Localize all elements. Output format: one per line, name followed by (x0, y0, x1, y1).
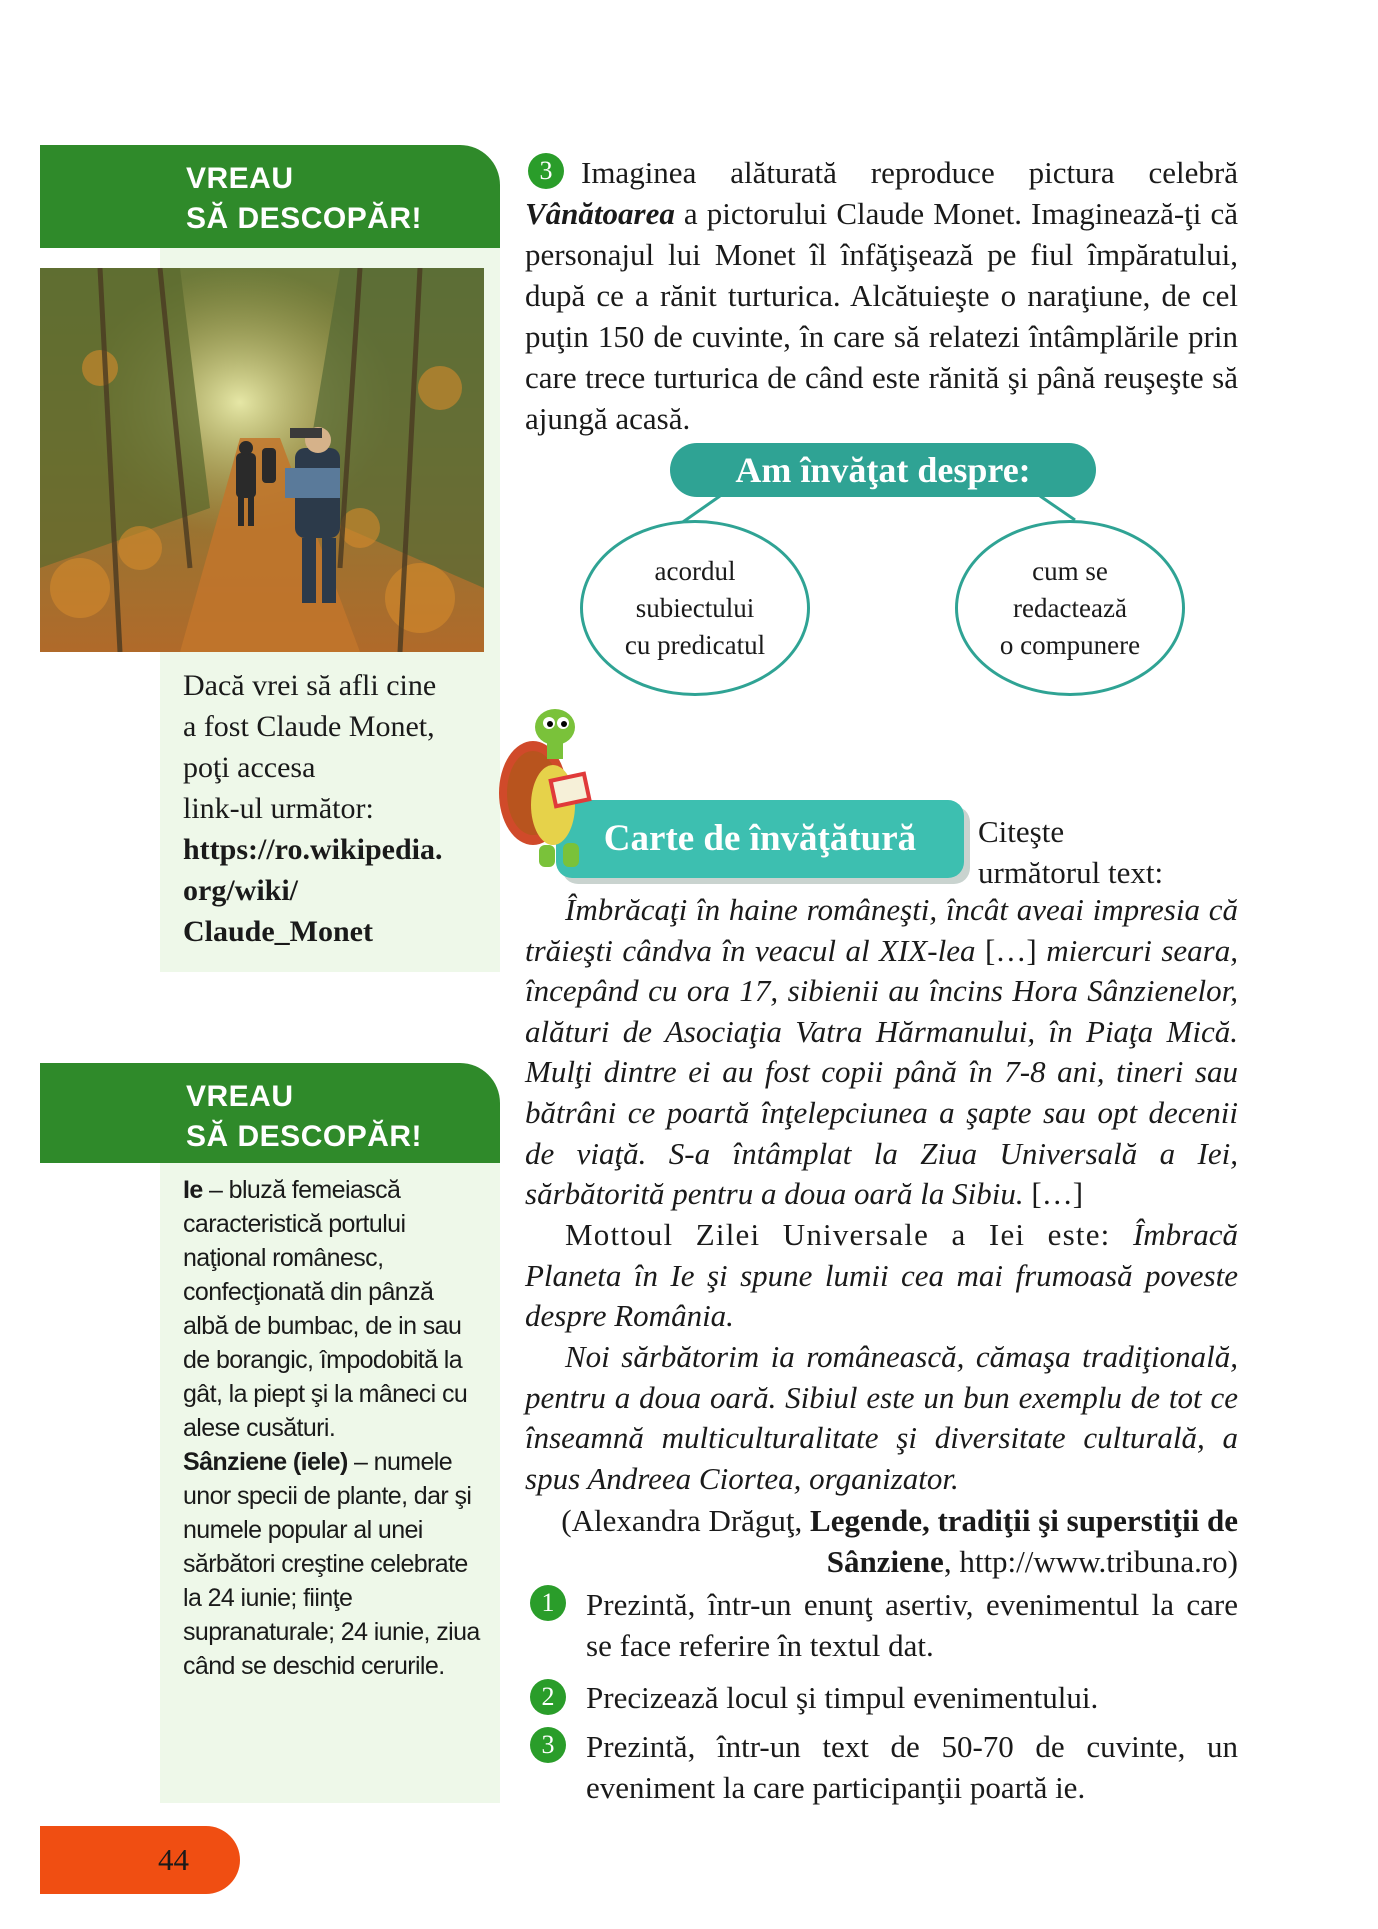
monet-painting-image (40, 268, 484, 652)
quote-p3: Noi sărbătorim ia românească, cămaşa tradiţională, pentru a doua oară. Sibiul este un bun exemplu de tot ce înseamnă multiculturalitate şi diversitate culturală, a spus Andreea Ciortea, organizator. (525, 1339, 1238, 1496)
quote-p1-b: miercuri seara, începând cu ora 17, sibienii au încins Hora Sânzienelor, alături de Asociaţia Vatra Hărmanului, în Piaţa Mică. Mulţi dintre ei au fost copii până în 7-8 ani, tineri sau bătrâni ce poartă înţelepciunea a şapte sau opt decenii de viaţă. S-a întâmplat la Ziua Universală a Iei, sărbătorită pentru a doua oară la Sibiu. (525, 932, 1238, 1212)
bubble-left-line-2: subiectului (635, 592, 755, 623)
gloss-term-ie: Ie (183, 1176, 203, 1204)
link-line-3[interactable]: Claude_Monet (183, 915, 373, 948)
gloss-term-sanziene: Sânziene (iele) (183, 1448, 348, 1476)
question-1-number: 1 (530, 1585, 566, 1621)
task-3-painting-title: Vânătoarea (525, 196, 675, 231)
bubble-right-line-3: o compunere (999, 629, 1141, 660)
page-number: 44 (40, 1826, 240, 1894)
caption-line-4: link-ul următor: (183, 792, 374, 825)
gloss-def-ie: – bluză femeiască caracteristică portului naţional românesc, confecţionată din pânză albă de bumbac, de in sau de borangic, împodobită la gât, la piept şi la mâneci cu alese cusături. (183, 1176, 468, 1442)
discover-header-line1: VREAU (186, 162, 294, 195)
bubble-agreement (580, 520, 810, 696)
gloss-def-sanziene: – numele unor specii de plante, dar şi numele popular al unei sărbători creştine celebrate la 24 iunie; fiinţe supranaturale; 24 iunie, ziua când se deschid cerurile. (183, 1448, 480, 1680)
read-instruction (978, 811, 1238, 893)
glossary (183, 1173, 483, 1683)
task-3-text (525, 152, 1238, 439)
caption-line-2: a fost Claude Monet, (183, 710, 435, 743)
wikipedia-link[interactable] (183, 829, 483, 952)
question-3-text: Prezintă, într-un text de 50-70 de cuvinte, un eveniment la care participanţii poartă ie. (586, 1729, 1238, 1805)
source-site: , http://www.tribuna.ro) (943, 1544, 1238, 1579)
quote-paragraph-3 (525, 1337, 1238, 1499)
task-3-number: 3 (528, 153, 564, 189)
discover-header-line1: VREAU (186, 1080, 294, 1113)
link-line-1[interactable]: https://ro.wikipedia. (183, 833, 443, 866)
quote-p1-end: […] (1031, 1176, 1084, 1212)
discover-header-top (40, 145, 500, 248)
task-3-text-before: Imaginea alăturată reproduce pictura celebră (581, 155, 1238, 190)
question-3-number: 3 (530, 1727, 566, 1763)
instruction-line-1: Citeşte (978, 814, 1065, 849)
quote-paragraph-1 (525, 890, 1238, 1215)
bubble-composition (955, 520, 1185, 696)
source-title: Legende, tradiţii şi superstiţii de Sânziene (810, 1503, 1238, 1579)
discover-header-bottom (40, 1063, 500, 1163)
bubble-left-line-3: cu predicatul (624, 629, 766, 660)
carte-banner: Carte de învăţătură (556, 800, 964, 878)
quote-paragraph-2 (525, 1215, 1238, 1337)
question-2-text: Precizează locul şi timpul evenimentului. (586, 1680, 1099, 1715)
discover-header-line2: SĂ DESCOPĂR! (186, 202, 423, 235)
question-2-number: 2 (530, 1679, 566, 1715)
bubble-left-line-1: acordul (654, 555, 736, 586)
bubble-right-line-1: cum se (1032, 555, 1108, 586)
quote-p1-a: Îmbrăcaţi în haine româneşti, încât aveai impresia că trăieşti cândva în veacul al XIX-lea (525, 892, 1238, 968)
discover-header-line2: SĂ DESCOPĂR! (186, 1120, 423, 1153)
caption-line-3: poţi accesa (183, 751, 316, 784)
caption-line-1: Dacă vrei să afli cine (183, 669, 437, 702)
turtle-mascot-icon (493, 705, 593, 875)
task-3-text-after: a pictorului Claude Monet. Imaginează-ţi că personajul lui Monet îl înfăţişează pe fiul împăratului, după ce a rănit turturica. Alcătuieşte o naraţiune, de cel puţin 150 de cuvinte, în care să relatezi întâmplările prin care trece turturica de când este rănită şi până reuşeşte să ajungă acasă. (525, 196, 1238, 436)
quote-source (560, 1500, 1238, 1582)
bubble-right-line-2: redactează (1013, 592, 1127, 623)
forest-hunt-painting (40, 268, 484, 652)
question-1-text: Prezintă, într-un enunţ asertiv, evenimentul la care se face referire în textul dat. (586, 1587, 1238, 1663)
quote-p2-italic: Îmbracă Planeta în Ie şi spune lumii cea mai frumoasă poveste despre România. (525, 1217, 1238, 1334)
quote-p1-ellipsis: […] (985, 932, 1037, 968)
quote-p2-upright: Mottoul Zilei Universale a Iei este: (565, 1217, 1133, 1252)
source-author: (Alexandra Drăguţ, (561, 1503, 811, 1538)
painting-caption (183, 665, 483, 952)
learned-title: Am învăţat despre: (670, 443, 1096, 497)
instruction-line-2: următorul text: (978, 855, 1164, 890)
link-line-2[interactable]: org/wiki/ (183, 874, 299, 907)
